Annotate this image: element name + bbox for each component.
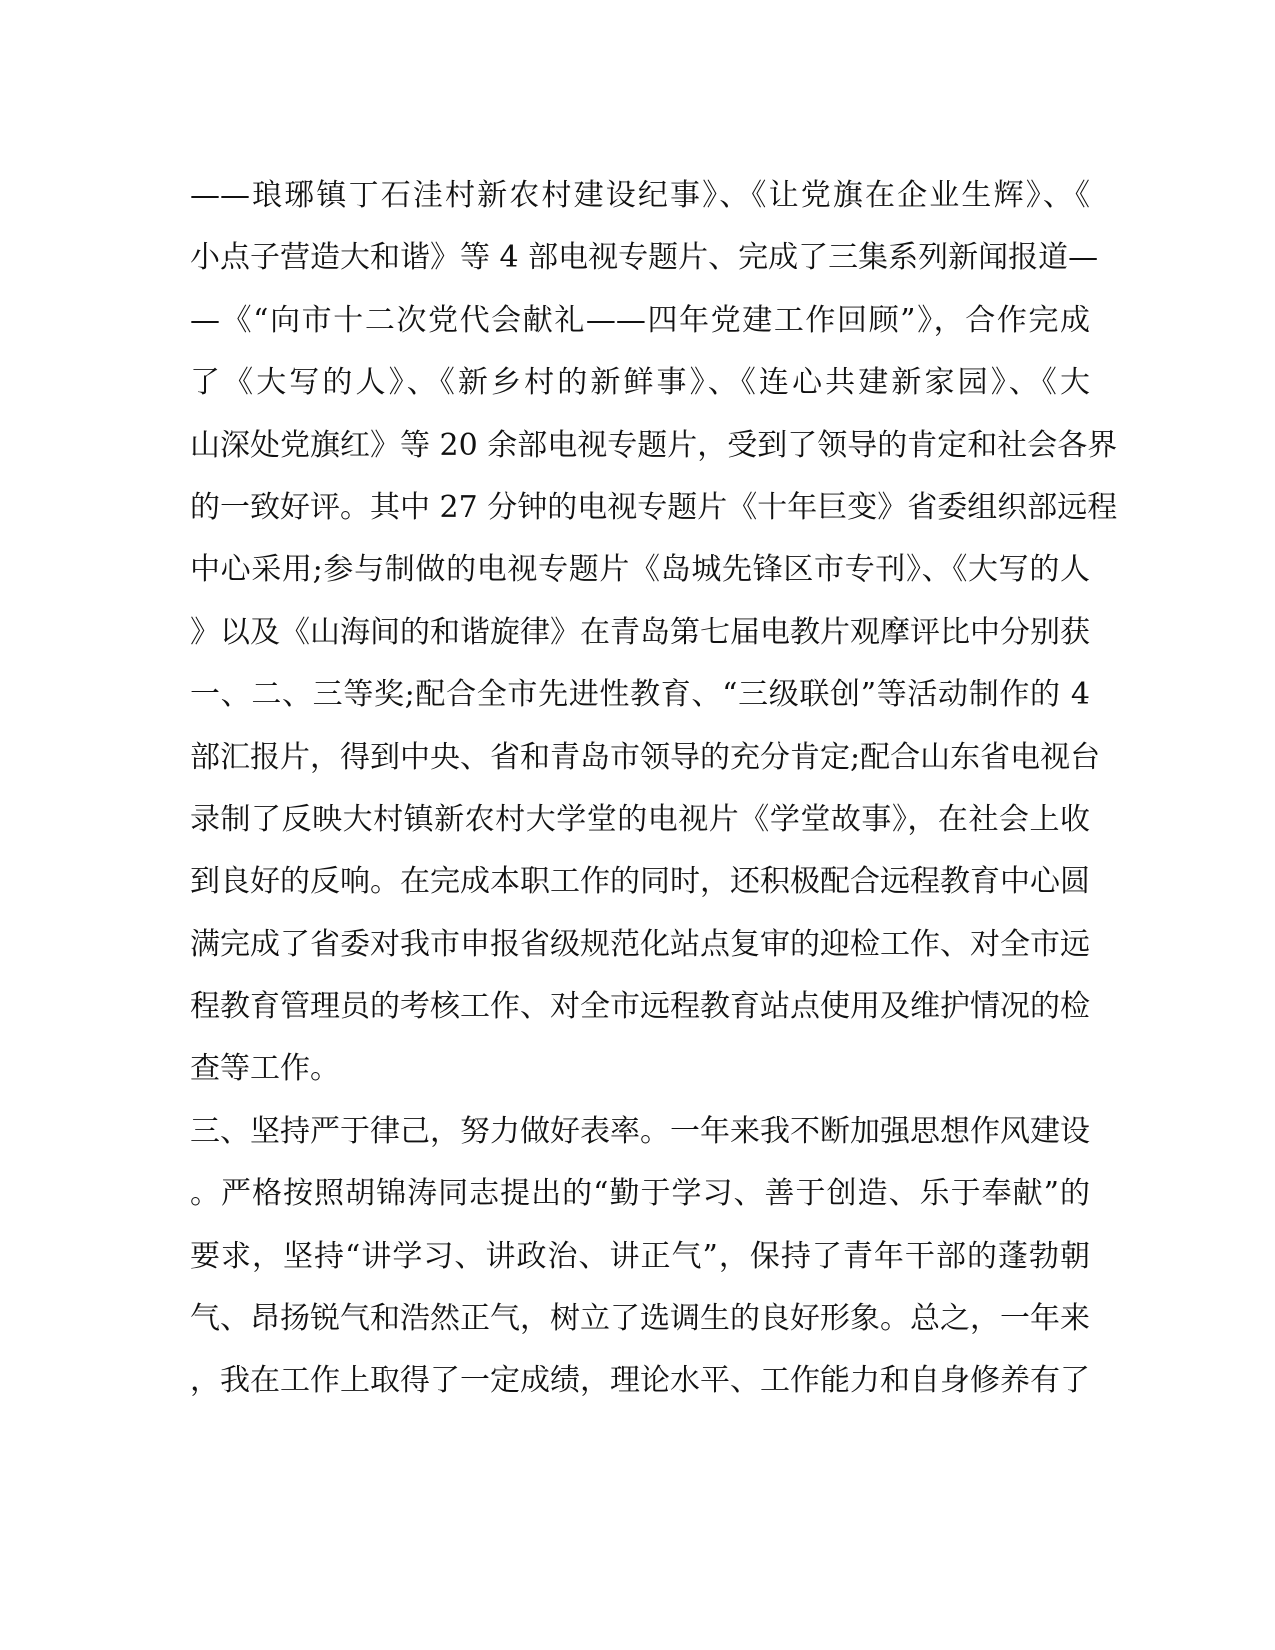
text-line: 要求，坚持“讲学习、讲政治、讲正气”，保持了青年干部的蓬勃朝 [190, 1238, 1090, 1274]
text-line: 的一致好评。其中 27 分钟的电视专题片《十年巨变》省委组织部远程 [190, 489, 1118, 525]
text-line: 》以及《山海间的和谐旋律》在青岛第七届电教片观摩评比中分别获 [190, 614, 1090, 650]
text-line: 满完成了省委对我市申报省级规范化站点复审的迎检工作、对全市远 [190, 926, 1090, 962]
text-line: 。严格按照胡锦涛同志提出的“勤于学习、善于创造、乐于奉献”的 [190, 1176, 1090, 1212]
text-line: 了《大写的人》、《新乡村的新鲜事》、《连心共建新家园》、《大 [190, 365, 1090, 401]
text-line: ，我在工作上取得了一定成绩，理论水平、工作能力和自身修养有了 [190, 1363, 1090, 1399]
text-line: —《“向市十二次党代会献礼——四年党建工作回顾”》，合作完成 [190, 302, 1090, 338]
text-line: 一、二、三等奖;配合全市先进性教育、“三级联创”等活动制作的 4 [190, 677, 1090, 713]
text-line: ——琅琊镇丁石洼村新农村建设纪事》、《让党旗在企业生辉》、《 [190, 178, 1090, 213]
text-line: 气、昂扬锐气和浩然正气，树立了选调生的良好形象。总之，一年来 [190, 1301, 1090, 1337]
text-line: 中心采用;参与制做的电视专题片《岛城先锋区市专刊》、《大写的人 [190, 552, 1090, 588]
text-line: 三、坚持严于律己，努力做好表率。一年来我不断加强思想作风建设 [190, 1113, 1090, 1149]
text-line: 部汇报片，得到中央、省和青岛市领导的充分肯定;配合山东省电视台 [190, 739, 1101, 775]
text-line: 山深处党旗红》等 20 余部电视专题片，受到了领导的肯定和社会各界 [190, 427, 1118, 463]
text-line: 到良好的反响。在完成本职工作的同时，还积极配合远程教育中心圆 [190, 864, 1090, 900]
text-line-paragraph-end: 查等工作。 [190, 1051, 340, 1087]
text-line: 小点子营造大和谐》等 4 部电视专题片、完成了三集系列新闻报道— [190, 240, 1099, 276]
text-line: 程教育管理员的考核工作、对全市远程教育站点使用及维护情况的检 [190, 989, 1090, 1025]
body-text [190, 165, 1118, 1413]
text-line: 录制了反映大村镇新农村大学堂的电视片《学堂故事》，在社会上收 [190, 801, 1090, 837]
